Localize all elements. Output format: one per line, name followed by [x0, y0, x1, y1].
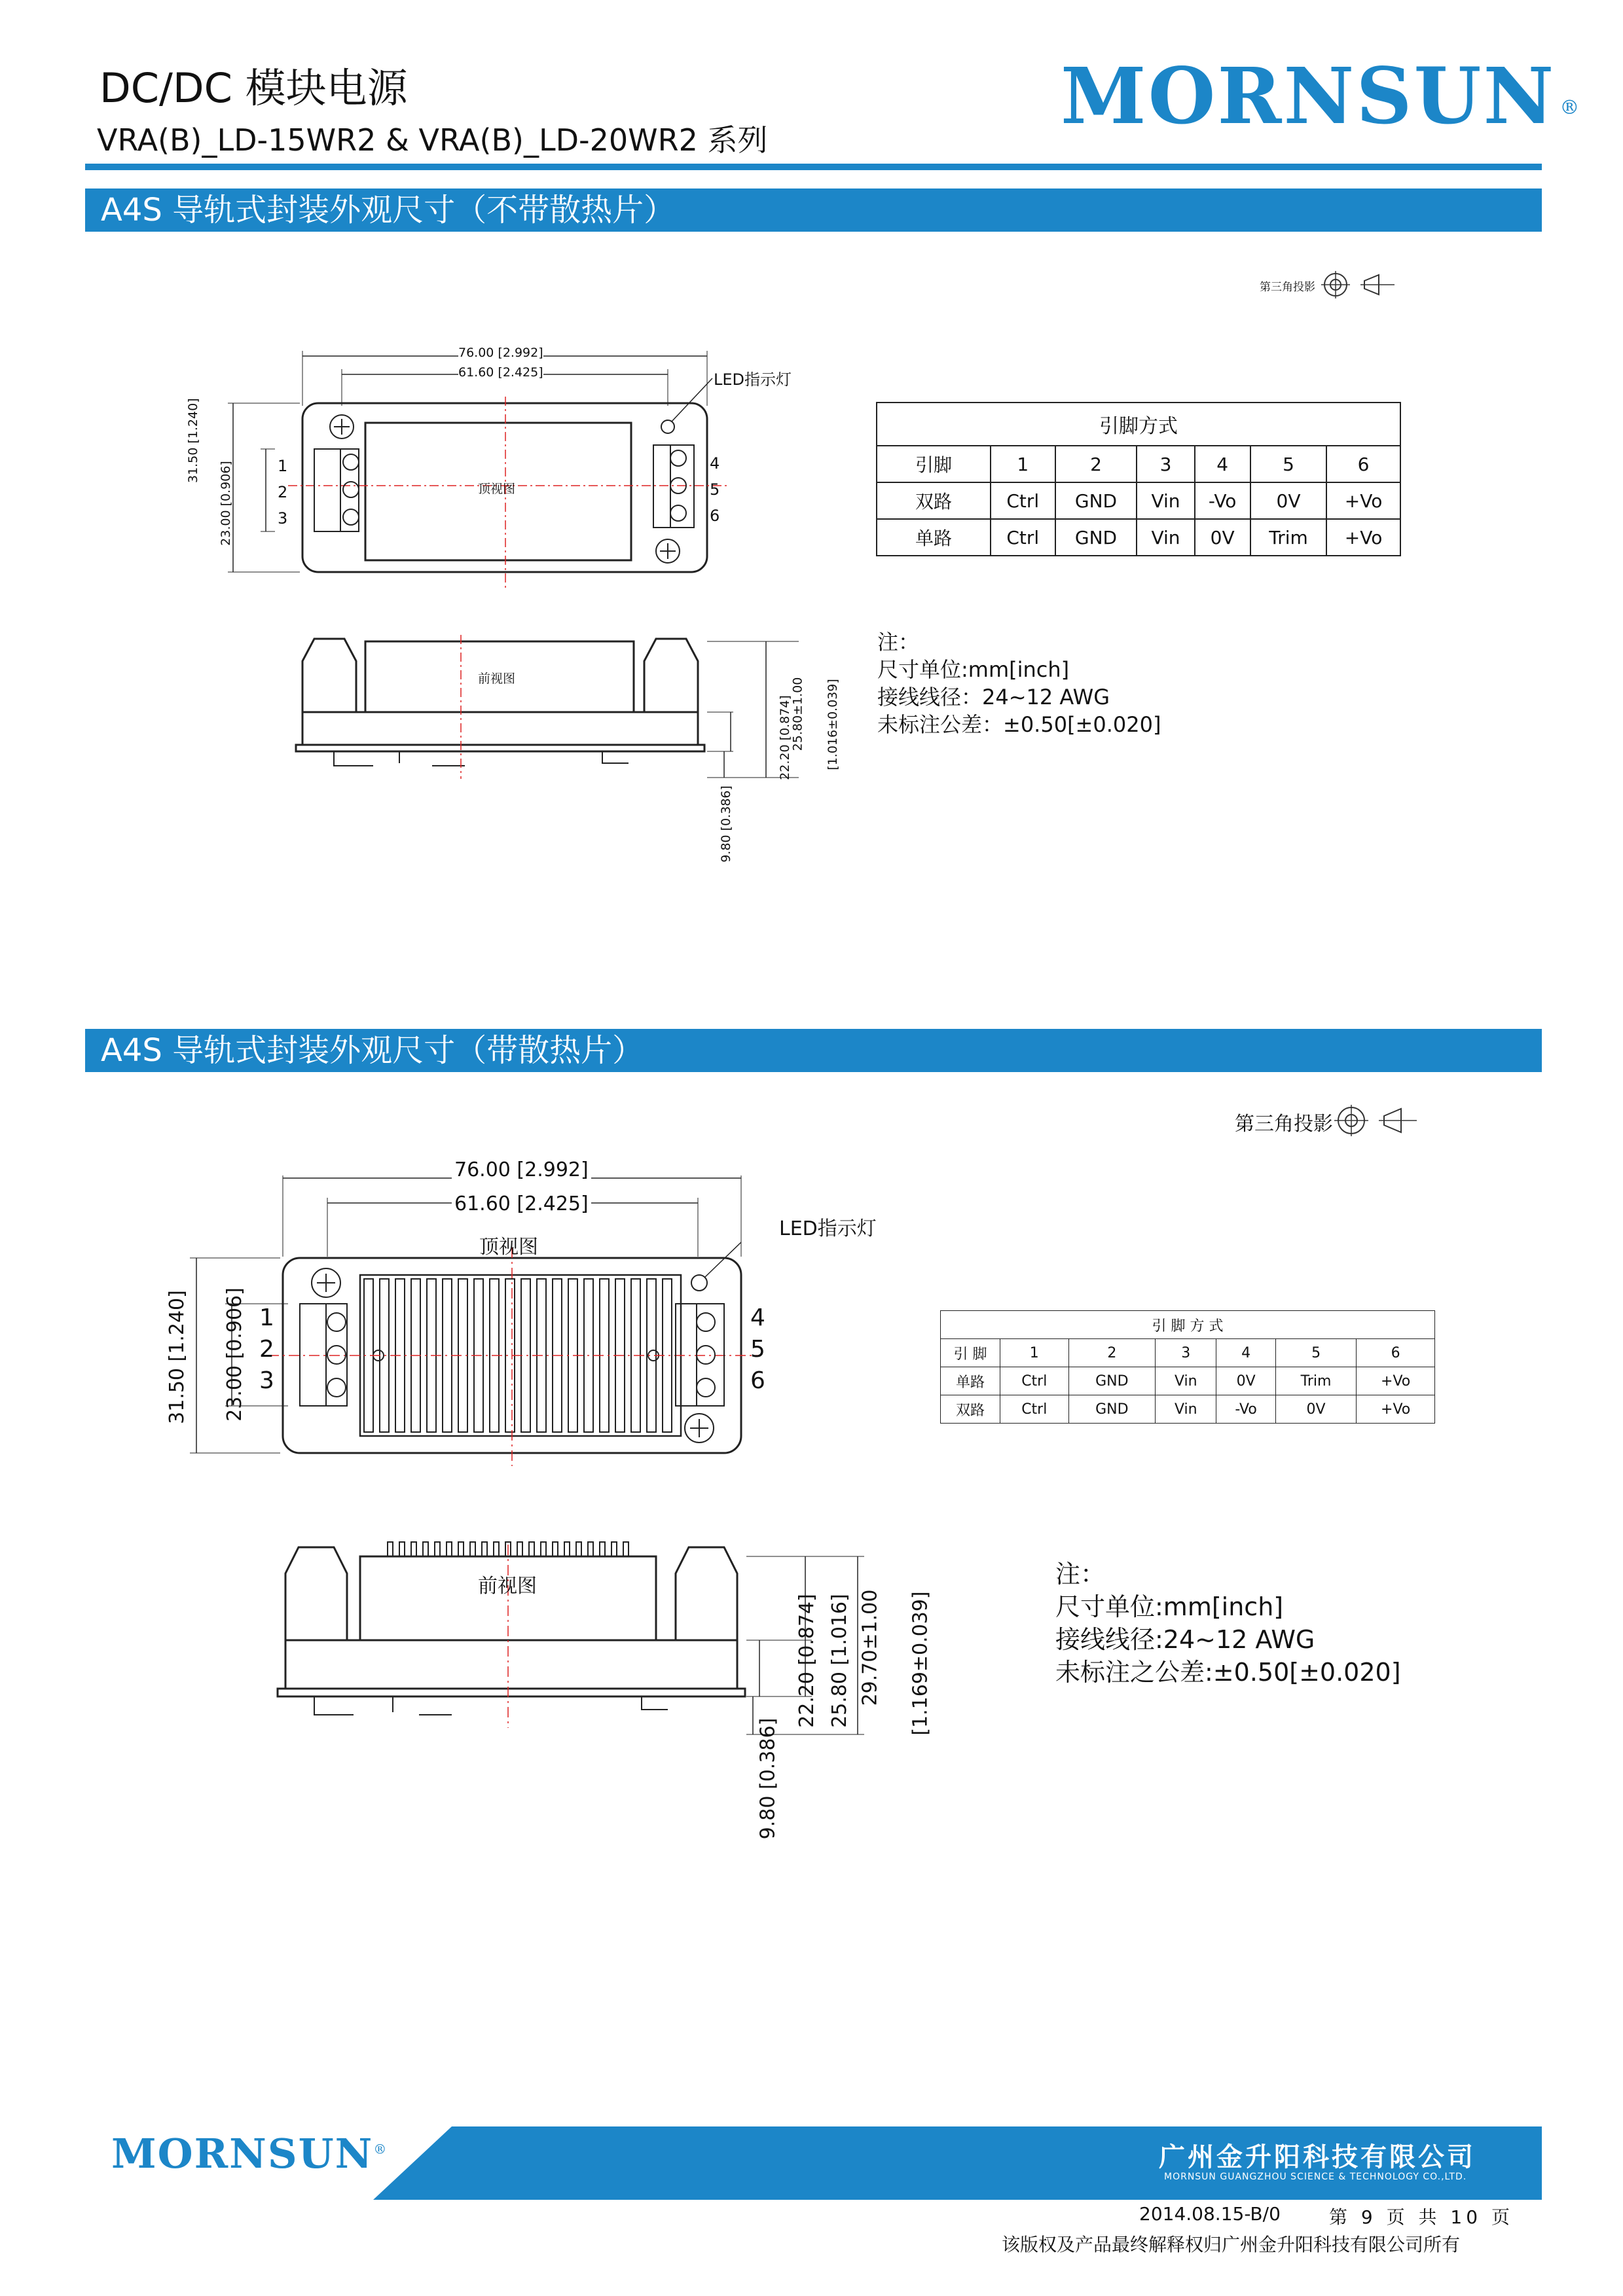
- table-row: 单路 Ctrl GND Vin 0V Trim +Vo: [877, 519, 1400, 556]
- s2-dim-overall: 76.00 [2.992]: [452, 1158, 591, 1181]
- s1-front-dim-c: 9.80 [0.386]: [718, 785, 733, 863]
- projection-label-2: 第三角投影: [1235, 1113, 1333, 1136]
- s1-dim-holes: 61.60 [2.425]: [458, 365, 543, 380]
- section2-notes: 注： 尺寸单位:mm[inch] 接线线径:24~12 AWG 未标注之公差:±0.50[±0.020]: [1055, 1560, 1401, 1687]
- s2-dim-holes: 61.60 [2.425]: [452, 1193, 591, 1215]
- s1-front-dim-a: 22.20 [0.874]: [777, 695, 792, 780]
- footer-company: 广州金升阳科技有限公司: [1159, 2142, 1476, 2172]
- s1-led-label: LED指示灯: [714, 370, 792, 389]
- s1-dim-overall: 76.00 [2.992]: [458, 346, 543, 360]
- s2-led-label: LED指示灯: [779, 1217, 877, 1240]
- s1-front-dim-b: 25.80±1.00: [790, 677, 805, 751]
- third-angle-projection-icon: [1334, 1103, 1419, 1138]
- section2-pin-table: 引 脚 方 式 引 脚 1 2 3 4 5 6 单路 Ctrl GND Vin 0V Trim +Vo 双路 Ctrl GND Vin -Vo 0V +Vo: [940, 1310, 1435, 1424]
- footer-company-en: MORNSUN GUANGZHOU SCIENCE & TECHNOLOGY CO.,LTD.: [1164, 2172, 1467, 2182]
- section1-heading: A4S 导轨式封装外观尺寸（不带散热片）: [85, 188, 1542, 232]
- s2-front-dim-c2: [1.169±0.039]: [909, 1591, 932, 1736]
- table-row: 单路 Ctrl GND Vin 0V Trim +Vo: [941, 1367, 1435, 1395]
- section1-notes: 注： 尺寸单位:mm[inch] 接线线径：24~12 AWG 未标注公差：±0.50[±0.020]: [877, 630, 1161, 737]
- section1-front-view-drawing: [288, 628, 825, 864]
- header-rule: [85, 164, 1542, 170]
- s1-pins-right: 4 5 6: [710, 454, 720, 525]
- s2-top-view-label: 顶视图: [479, 1236, 538, 1259]
- s1-top-view-label: 顶视图: [478, 482, 516, 496]
- s2-front-view-label: 前视图: [478, 1575, 537, 1598]
- document-title: DC/DC 模块电源: [100, 64, 408, 112]
- s1-front-dim-b2: [1.016±0.039]: [825, 679, 840, 770]
- s2-pins-right: 4 5 6: [750, 1304, 765, 1394]
- section1-pin-table: 引脚方式 引脚 1 2 3 4 5 6 双路 Ctrl GND Vin -Vo 0V +Vo 单路 Ctrl GND Vin 0V Trim +Vo: [876, 402, 1401, 556]
- table-row: 双路 Ctrl GND Vin -Vo 0V +Vo: [877, 482, 1400, 519]
- s2-front-dim-b: 25.80 [1.016]: [828, 1594, 851, 1728]
- s1-front-view-label: 前视图: [478, 672, 516, 686]
- s2-front-dim-c: 29.70±1.00: [858, 1589, 882, 1706]
- footer-doc-id: 2014.08.15-B/0: [1139, 2203, 1281, 2225]
- s2-pins-left: 1 2 3: [259, 1304, 274, 1394]
- footer-page-info: 第 9 页 共 10 页: [1329, 2206, 1514, 2228]
- brand-logo: MORNSUN ®: [1061, 50, 1582, 141]
- pin-table-title: 引脚方式: [877, 403, 1400, 446]
- third-angle-projection-icon: [1321, 270, 1398, 300]
- footer-brand-logo: MORNSUN®: [111, 2130, 388, 2178]
- footer-copyright: 该版权及产品最终解释权归广州金升阳科技有限公司所有: [1002, 2234, 1461, 2255]
- s2-front-dim-a: 22.20 [0.874]: [795, 1594, 818, 1728]
- s2-front-dim-d: 9.80 [0.386]: [756, 1717, 780, 1840]
- s1-pins-left: 1 2 3: [278, 457, 288, 528]
- s1-dim-height: 31.50 [1.240]: [186, 398, 200, 483]
- document-subtitle: VRA(B)_LD-15WR2 & VRA(B)_LD-20WR2 系列: [97, 122, 768, 158]
- s2-dim-height: 31.50 [1.240]: [165, 1290, 189, 1424]
- s1-dim-pitch: 23.00 [0.906]: [218, 461, 233, 546]
- pin-table-title: 引 脚 方 式: [941, 1311, 1435, 1339]
- table-row: 双路 Ctrl GND Vin -Vo 0V +Vo: [941, 1395, 1435, 1424]
- section2-heading: A4S 导轨式封装外观尺寸（带散热片）: [85, 1029, 1542, 1072]
- projection-label-1: 第三角投影: [1260, 281, 1315, 294]
- s2-dim-pitch: 23.00 [0.906]: [223, 1287, 246, 1422]
